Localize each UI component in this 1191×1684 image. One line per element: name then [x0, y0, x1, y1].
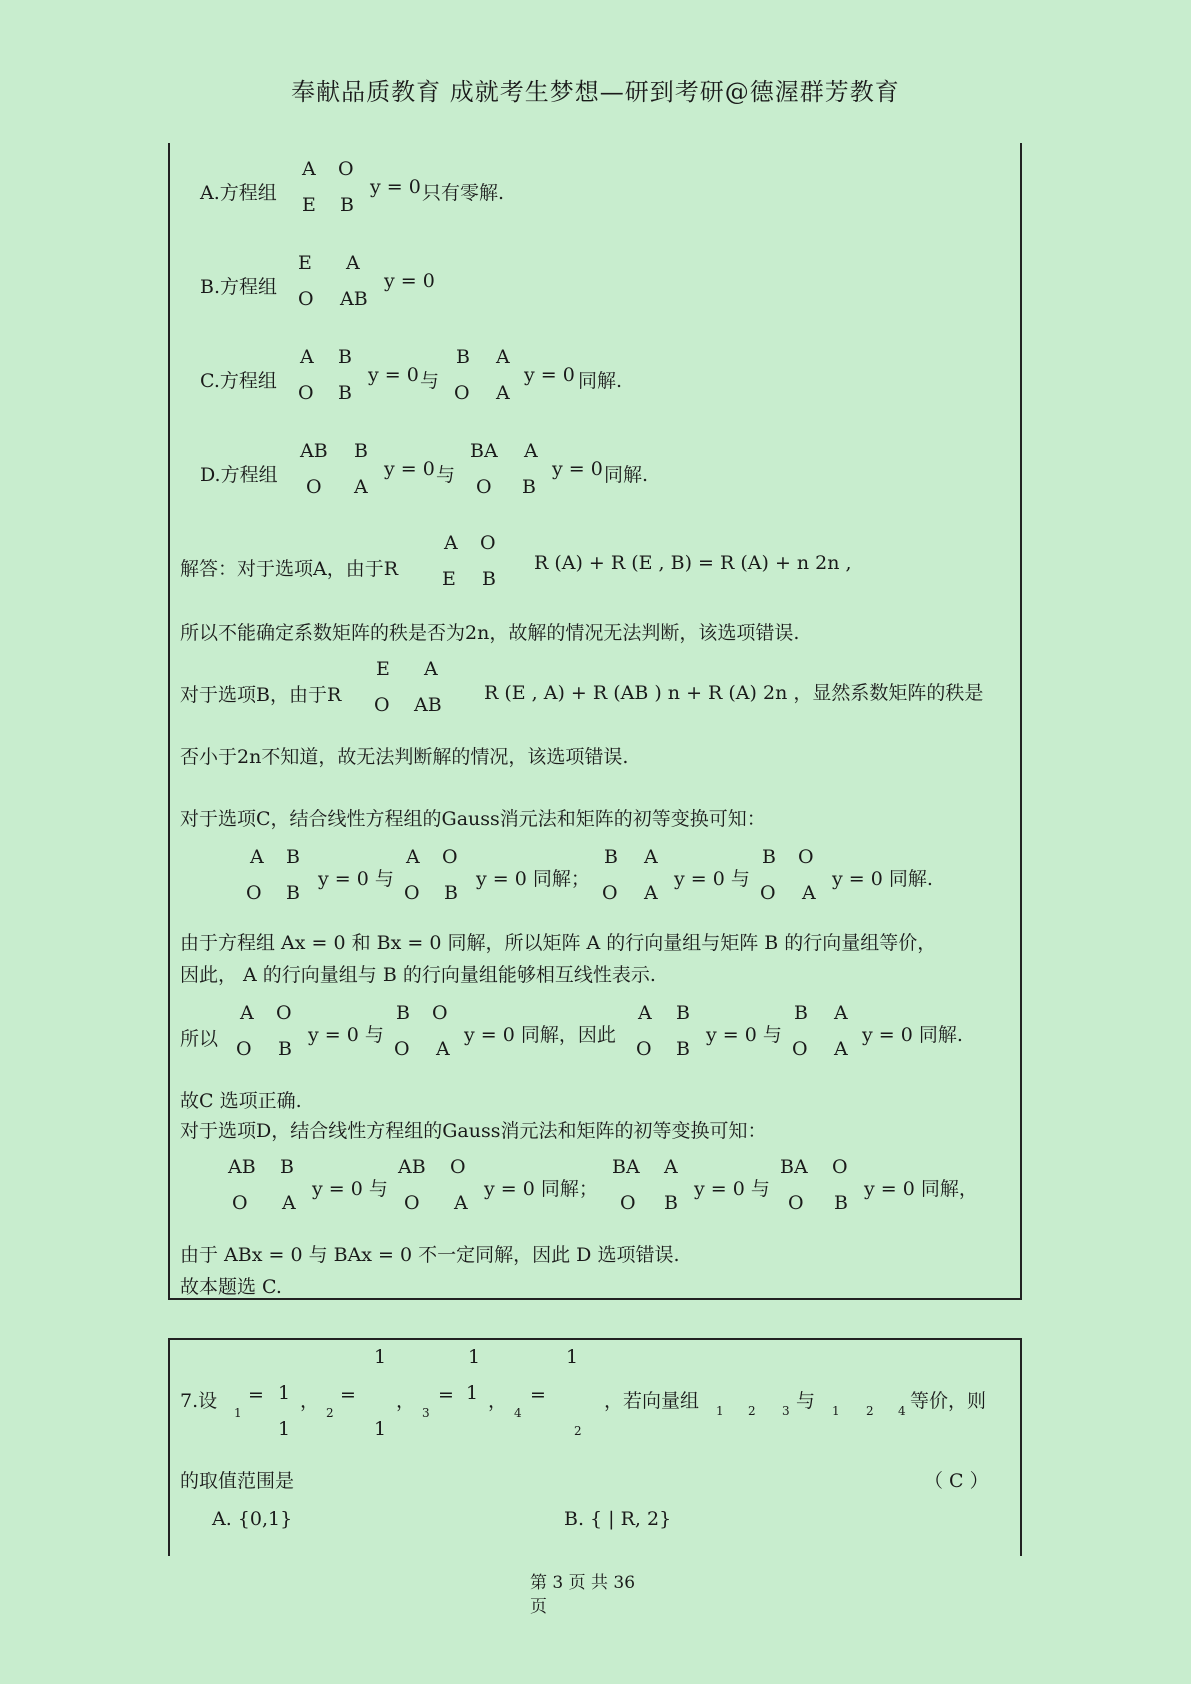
option-b: B. { | R, 2}: [564, 1508, 672, 1530]
option-label: B.方程组: [200, 276, 278, 298]
equation: y = 0 同解，因此: [464, 1024, 616, 1046]
vector-entry: 1: [566, 1346, 579, 1368]
subscript: 4: [514, 1406, 522, 1420]
matrix-cell: AB: [340, 288, 368, 310]
subscript: 2: [866, 1404, 874, 1418]
equation: y = 0: [552, 458, 603, 480]
matrix-cell: A: [644, 846, 658, 868]
matrix-cell: A: [496, 346, 510, 368]
matrix-cell: B: [834, 1192, 848, 1214]
matrix-cell: O: [480, 532, 496, 554]
matrix-cell: A: [250, 846, 264, 868]
option-label: D.方程组: [200, 464, 278, 486]
equation: y = 0 同解；: [476, 868, 590, 890]
solution-line-14: 故本题选 C.: [180, 1276, 282, 1298]
solution-line-7: 由于方程组 Ax = 0 和 Bx = 0 同解，所以矩阵 A 的行向量组与矩阵 B 的行向量组等价，: [180, 932, 937, 954]
separator: ，: [300, 1390, 320, 1412]
matrix-cell: B: [354, 440, 368, 462]
matrix-cell: E: [442, 568, 456, 590]
matrix-cell: O: [620, 1192, 636, 1214]
matrix-cell: O: [374, 694, 390, 716]
matrix-cell: B: [396, 1002, 410, 1024]
box-right-border: [1020, 143, 1022, 1300]
vector-entry: 1: [468, 1346, 481, 1368]
matrix-cell: O: [232, 1192, 248, 1214]
matrix-cell: B: [286, 846, 300, 868]
equation: y = 0 与: [312, 1178, 388, 1200]
solution-line-8: 因此， A 的行向量组与 B 的行向量组能够相互线性表示.: [180, 964, 656, 986]
matrix-cell: O: [394, 1038, 410, 1060]
equals-sign: =: [438, 1384, 454, 1406]
equation: y = 0 与: [674, 868, 750, 890]
equation: y = 0: [524, 364, 575, 386]
solution-text: 所以: [180, 1028, 219, 1050]
page-header: 奉献品质教育 成就考生梦想—研到考研@德渥群芳教育: [291, 78, 900, 106]
matrix-cell: O: [298, 382, 314, 404]
matrix-cell: A: [644, 882, 658, 904]
matrix-cell: A: [300, 346, 314, 368]
matrix-cell: O: [306, 476, 322, 498]
equation: y = 0 同解，: [864, 1178, 978, 1200]
subscript: 1: [234, 1406, 242, 1420]
formula: R (E , A) + R (AB ) n + R (A) 2n ，显然系数矩阵的秩是: [484, 682, 984, 704]
subscript: 2: [326, 1406, 334, 1420]
matrix-cell: A: [282, 1192, 296, 1214]
matrix-cell: AB: [228, 1156, 256, 1178]
equation: y = 0: [368, 364, 419, 386]
matrix-cell: AB: [398, 1156, 426, 1178]
matrix-cell: O: [602, 882, 618, 904]
solution-line-5: 对于选项C，结合线性方程组的Gauss消元法和矩阵的初等变换可知：: [180, 808, 766, 830]
option-label: C.方程组: [200, 370, 277, 392]
equation: y = 0 与: [706, 1024, 782, 1046]
matrix-cell: A: [346, 252, 360, 274]
matrix-cell: A: [638, 1002, 652, 1024]
question-number: 7.设: [180, 1390, 218, 1412]
equals-sign: =: [340, 1384, 356, 1406]
question-text: 等价，则: [910, 1390, 987, 1412]
equation: y = 0 与: [308, 1024, 384, 1046]
subscript: 1: [716, 1404, 724, 1418]
matrix-cell: E: [376, 658, 390, 680]
option-tail: 只有零解.: [422, 182, 505, 204]
matrix-cell: O: [338, 158, 354, 180]
option-tail: 同解.: [604, 464, 649, 486]
conjunction: 与: [436, 464, 456, 486]
matrix-cell: AB: [300, 440, 328, 462]
box-right-border: [1020, 1338, 1022, 1556]
equals-sign: =: [530, 1384, 546, 1406]
page-number: 第 3 页 共 36: [530, 1573, 636, 1593]
matrix-cell: B: [762, 846, 776, 868]
separator: ，: [396, 1390, 416, 1412]
matrix-cell: B: [338, 382, 352, 404]
matrix-cell: A: [802, 882, 816, 904]
matrix-cell: A: [454, 1192, 468, 1214]
matrix-cell: B: [456, 346, 470, 368]
matrix-cell: B: [676, 1038, 690, 1060]
conjunction: 与: [420, 370, 440, 392]
option-label: A.方程组: [200, 182, 277, 204]
matrix-cell: O: [276, 1002, 292, 1024]
matrix-cell: B: [482, 568, 496, 590]
matrix-cell: B: [340, 194, 354, 216]
matrix-cell: AB: [414, 694, 442, 716]
equation: y = 0: [384, 458, 435, 480]
question-text: ，若向量组: [604, 1390, 700, 1412]
solution-line-10: 故C 选项正确.: [180, 1090, 302, 1112]
vector-entry: 1: [278, 1382, 291, 1404]
option-a: A. {0,1}: [212, 1508, 293, 1530]
vector-entry: 1: [278, 1418, 291, 1440]
box-left-border: [168, 143, 170, 1300]
superscript: 2: [574, 1424, 582, 1438]
box-top-border: [168, 1338, 1022, 1340]
page-number-suffix: 页: [530, 1597, 547, 1617]
matrix-cell: O: [454, 382, 470, 404]
solution-text: 对于选项B，由于R: [180, 684, 342, 706]
solution-line-13: 由于 ABx = 0 与 BAx = 0 不一定同解，因此 D 选项错误.: [180, 1244, 680, 1266]
matrix-cell: B: [664, 1192, 678, 1214]
matrix-cell: O: [760, 882, 776, 904]
equation: y = 0 与: [318, 868, 394, 890]
matrix-cell: O: [788, 1192, 804, 1214]
matrix-cell: A: [406, 846, 420, 868]
equation: y = 0 与: [694, 1178, 770, 1200]
matrix-cell: O: [432, 1002, 448, 1024]
matrix-cell: O: [798, 846, 814, 868]
matrix-cell: B: [278, 1038, 292, 1060]
subscript: 3: [422, 1406, 430, 1420]
formula: R (A) + R (E , B) = R (A) + n 2n ,: [534, 552, 852, 574]
subscript: 3: [782, 1404, 790, 1418]
matrix-cell: B: [444, 882, 458, 904]
matrix-cell: A: [354, 476, 368, 498]
solution-text: 解答：对于选项A，由于R: [180, 558, 399, 580]
matrix-cell: O: [476, 476, 492, 498]
matrix-cell: A: [834, 1002, 848, 1024]
matrix-cell: A: [496, 382, 510, 404]
matrix-cell: B: [280, 1156, 294, 1178]
matrix-cell: O: [636, 1038, 652, 1060]
vector-entry: 1: [466, 1382, 479, 1404]
equation: y = 0 同解.: [862, 1024, 963, 1046]
matrix-cell: B: [338, 346, 352, 368]
vector-entry: 1: [374, 1418, 387, 1440]
matrix-cell: A: [436, 1038, 450, 1060]
matrix-cell: O: [246, 882, 262, 904]
matrix-cell: E: [298, 252, 312, 274]
matrix-cell: E: [302, 194, 316, 216]
matrix-cell: B: [676, 1002, 690, 1024]
question-text: 与: [796, 1390, 816, 1412]
matrix-cell: O: [404, 882, 420, 904]
solution-line-2: 所以不能确定系数矩阵的秩是否为2n，故解的情况无法判断，该选项错误.: [180, 622, 800, 644]
matrix-cell: B: [794, 1002, 808, 1024]
matrix-cell: O: [442, 846, 458, 868]
matrix-cell: O: [298, 288, 314, 310]
matrix-cell: BA: [470, 440, 498, 462]
matrix-cell: A: [524, 440, 538, 462]
matrix-cell: A: [424, 658, 438, 680]
matrix-cell: BA: [780, 1156, 808, 1178]
matrix-cell: A: [444, 532, 458, 554]
matrix-cell: A: [834, 1038, 848, 1060]
box-left-border: [168, 1338, 170, 1556]
equals-sign: =: [248, 1384, 264, 1406]
separator: ，: [488, 1390, 508, 1412]
matrix-cell: O: [450, 1156, 466, 1178]
answer-bracket: （ C ）: [924, 1470, 989, 1492]
matrix-cell: B: [522, 476, 536, 498]
matrix-cell: B: [604, 846, 618, 868]
option-tail: 同解.: [578, 370, 623, 392]
solution-line-11: 对于选项D，结合线性方程组的Gauss消元法和矩阵的初等变换可知：: [180, 1120, 767, 1142]
question-text: 的取值范围是: [180, 1470, 295, 1492]
subscript: 1: [832, 1404, 840, 1418]
subscript: 4: [898, 1404, 906, 1418]
matrix-cell: O: [236, 1038, 252, 1060]
equation: y = 0 同解；: [484, 1178, 598, 1200]
matrix-cell: O: [404, 1192, 420, 1214]
matrix-cell: A: [240, 1002, 254, 1024]
matrix-cell: O: [792, 1038, 808, 1060]
matrix-cell: B: [286, 882, 300, 904]
matrix-cell: O: [832, 1156, 848, 1178]
equation: y = 0 同解.: [832, 868, 933, 890]
subscript: 2: [748, 1404, 756, 1418]
equation: y = 0: [370, 176, 421, 198]
matrix-cell: A: [664, 1156, 678, 1178]
box-bottom-border: [168, 1298, 1022, 1300]
equation: y = 0: [384, 270, 435, 292]
solution-line-4: 否小于2n不知道，故无法判断解的情况，该选项错误.: [180, 746, 629, 768]
vector-entry: 1: [374, 1346, 387, 1368]
matrix-cell: A: [302, 158, 316, 180]
matrix-cell: BA: [612, 1156, 640, 1178]
